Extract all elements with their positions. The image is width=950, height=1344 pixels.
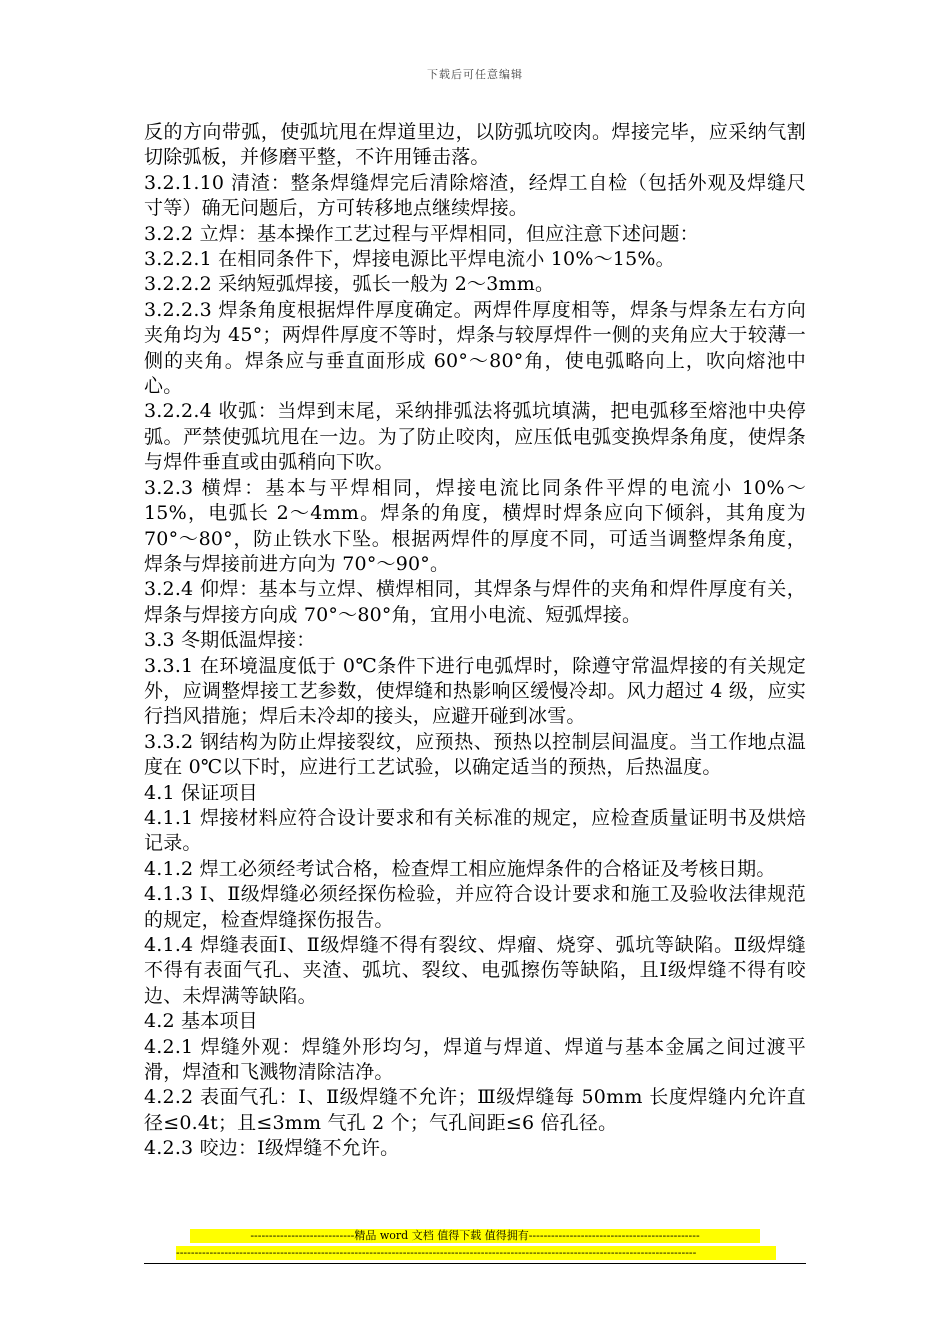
paragraph: 3.2.1.10 清渣：整条焊缝焊完后清除熔渣，经焊工自检（包括外观及焊缝尺寸等）确无问题后，方可转移地点继续焊接。 (144, 171, 806, 220)
paragraph: 4.1.4 焊缝表面Ⅰ、Ⅱ级焊缝不得有裂纹、焊瘤、烧穿、弧坑等缺陷。Ⅱ级焊缝不得有表面气孔、夹渣、弧坑、裂纹、电弧擦伤等缺陷，且Ⅰ级焊缝不得有咬边、未焊满等缺陷。 (144, 934, 806, 1007)
paragraph: 3.2.2.3 焊条角度根据焊件厚度确定。两焊件厚度相等，焊条与焊条左右方向夹角均为 45°；两焊件厚度不等时，焊条与较厚焊件一侧的夹角应大于较薄一侧的夹角。焊条应与垂直面形成 60°～80°角，使电弧略向上，吹向熔池中心。 (144, 298, 806, 398)
paragraph: 3.3.1 在环境温度低于 0℃条件下进行电弧焊时，除遵守常温焊接的有关规定外，应调整焊接工艺参数，使焊缝和热影响区缓慢冷却。风力超过 4 级，应实行挡风措施；焊后未冷却的接头，应避开碰到冰雪。 (144, 654, 806, 728)
paragraph: 4.1.3 Ⅰ、Ⅱ级焊缝必须经探伤检验，并应符合设计要求和施工及验收法律规范的规定，检查焊缝探伤报告。 (144, 883, 806, 931)
page-header: 下载后可任意编辑 (427, 68, 523, 81)
paragraph: 4.2.3 咬边：Ⅰ级焊缝不允许。 (144, 1137, 400, 1160)
footer-banner-text: ----------------------------精品 word 文档 值得下载 值得拥有---------------------------------------------- (190, 1229, 760, 1243)
section-heading: 3.3 冬期低温焊接： (144, 629, 316, 652)
paragraph: 3.2.2.2 采纳短弧焊接，弧长一般为 2～3mm。 (144, 273, 555, 296)
paragraph: 3.2.4 仰焊：基本与立焊、横焊相同，其焊条与焊件的夹角和焊件厚度有关，焊条与焊接方向成 70°～80°角，宜用小电流、短弧焊接。 (144, 578, 806, 626)
paragraph: 4.2.1 焊缝外观：焊缝外形均匀，焊道与焊道、焊道与基本金属之间过渡平滑，焊渣和飞溅物清除洁净。 (144, 1035, 806, 1084)
footer-banner-dashes: -------------------------------------------------------------------------------------------------------------------------------------------- (176, 1246, 776, 1260)
section-heading: 4.2 基本项目 (144, 1010, 258, 1033)
paragraph: 3.3.2 钢结构为防止焊接裂纹，应预热、预热以控制层间温度。当工作地点温度在 0℃以下时，应进行工艺试验，以确定适当的预热，后热温度。 (144, 730, 806, 779)
paragraph: 4.2.2 表面气孔：Ⅰ、Ⅱ级焊缝不允许；Ⅲ级焊缝每 50mm 长度焊缝内允许直径≤0.4t；且≤3mm 气孔 2 个；气孔间距≤6 倍孔径。 (144, 1086, 806, 1134)
paragraph: 4.1.1 焊接材料应符合设计要求和有关标准的规定，应检查质量证明书及烘焙记录。 (144, 806, 806, 855)
section-heading: 4.1 保证项目 (144, 781, 258, 804)
paragraph: 4.1.2 焊工必须经考试合格，检查焊工相应施焊条件的合格证及考核日期。 (144, 857, 776, 880)
paragraph: 3.2.2.1 在相同条件下，焊接电源比平焊电流小 10%～15%。 (144, 248, 675, 271)
footer-divider (144, 1263, 806, 1264)
paragraph: 3.2.2.4 收弧：当焊到末尾，采纳排弧法将弧坑填满，把电弧移至熔池中央停弧。严禁使弧坑甩在一边。为了防止咬肉，应压低电弧变换焊条角度，使焊条与焊件垂直或由弧稍向下吹。 (144, 400, 806, 474)
document-body (144, 120, 806, 1162)
paragraph: 反的方向带弧，使弧坑甩在焊道里边，以防弧坑咬肉。焊接完毕，应采纳气割切除弧板，并修磨平整，不许用锤击落。 (144, 121, 806, 169)
paragraph: 3.2.3 横焊：基本与平焊相同，焊接电流比同条件平焊的电流小 10%～15%，电弧长 2～4mm。焊条的角度，横焊时焊条应向下倾斜，其角度为 70°～80°，防止铁水下坠。根据两焊件的厚度不同，可适当调整焊条角度，焊条与焊接前进方向为 70°～90°。 (144, 476, 806, 575)
paragraph: 3.2.2 立焊：基本操作工艺过程与平焊相同，但应注意下述问题： (144, 222, 699, 245)
